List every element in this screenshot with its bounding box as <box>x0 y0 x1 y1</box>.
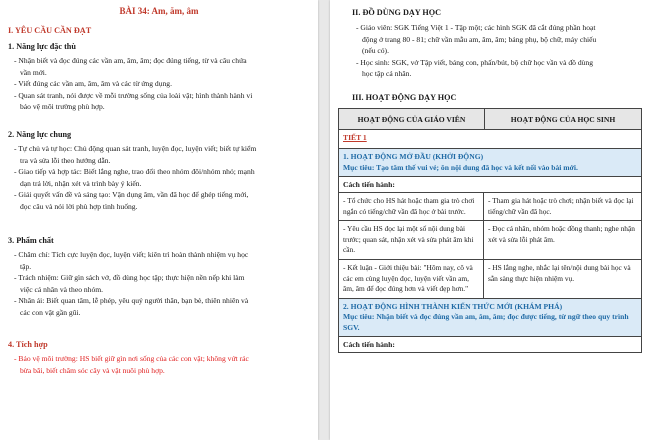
line: - Học sinh: SGK, vở Tập viết, bảng con, phấn/bút, bộ chữ học vần và đồ dùng <box>356 57 594 67</box>
paragraph <box>14 249 310 319</box>
subheading-qualities: 3. Phẩm chất <box>8 236 54 245</box>
line: - Giáo viên: SGK Tiếng Việt 1 - Tập một; các hình SGK đã cắt đúng phần hoạt <box>356 23 596 32</box>
paragraph <box>14 143 310 213</box>
student-cell: - HS lắng nghe, nhắc lại tên/nội dung bài học và sẵn sàng thực hiện nhiệm vụ. <box>488 262 631 283</box>
procedure-label: Cách tiến hành: <box>339 177 641 193</box>
line: - Giao tiếp và hợp tác: Biết lắng nghe, trao đổi theo nhóm đôi/nhóm nhỏ; mạnh <box>14 167 255 177</box>
section-heading-materials: II. ĐỒ DÙNG DẠY HỌC <box>352 8 442 17</box>
activity-title: 1. HOẠT ĐỘNG MỞ ĐẦU (KHỞI ĐỘNG) <box>343 152 484 161</box>
line: - Tự chủ và tự học: Chủ động quan sát tranh, luyện đọc, luyện viết; biết tự kiểm <box>14 144 257 153</box>
line: động ở trang 80 - 81; chữ vần mẫu am, ăm, âm; bảng phụ, bộ chữ, máy chiếu <box>362 34 597 44</box>
table-row <box>339 193 641 221</box>
document-page-right <box>330 0 650 440</box>
table-header <box>339 109 641 130</box>
line: - Nhân ái: Biết quan tâm, lễ phép, yêu quý người thân, bạn bè, thiên nhiên và <box>14 296 249 306</box>
line: việc cá nhân và theo nhóm. <box>20 284 104 294</box>
line: (nếu có). <box>362 46 389 56</box>
line: tra và sửa lỗi theo hướng dẫn. <box>20 155 111 165</box>
activity-objective: Mục tiêu: Nhận biết và đọc đúng vần am, ăm, âm; đọc được tiếng, từ ngữ theo quy trình SGV. <box>343 312 629 332</box>
line: - Nhận biết và đọc đúng các vần am, ăm, âm; đọc đúng tiếng, từ và câu chứa <box>14 56 247 65</box>
section-heading-requirements: I. YÊU CẦU CẦN ĐẠT <box>8 26 92 35</box>
teacher-cell: - Yêu cầu HS đọc lại một số nội dung bài trước; quan sát, nhận xét và sửa phát âm khi cần. <box>339 221 484 259</box>
line: - Viết đúng các vần am, ăm, âm và các từ ứng dụng. <box>14 79 172 89</box>
line: - Giải quyết vấn đề và sáng tạo: Vận dụng âm, vần đã học để ghép tiếng mới, <box>14 190 249 200</box>
line: bảo vệ môi trường phù hợp. <box>20 102 105 112</box>
paragraph <box>14 55 310 113</box>
line: đọc câu và nói lời phù hợp tình huống. <box>20 201 138 211</box>
line: - Chăm chỉ: Tích cực luyện đọc, luyện viết; kiên trì hoàn thành nhiệm vụ học <box>14 250 249 259</box>
lesson-title: BÀI 34: Am, ăm, âm <box>119 6 199 16</box>
procedure-label: Cách tiến hành: <box>343 340 395 350</box>
line: bừa bãi, biết chăm sóc cây và vật nuôi phù hợp. <box>20 365 165 375</box>
subheading-general-competence: 2. Năng lực chung <box>8 130 72 139</box>
teacher-cell: - Tổ chức cho HS hát hoặc tham gia trò chơi ngắn có tiếng/chữ vần đã học ở bài trước. <box>339 193 484 220</box>
header-teacher: HOẠT ĐỘNG CỦA GIÁO VIÊN <box>339 109 485 129</box>
table-row <box>339 260 641 299</box>
line: - Bảo vệ môi trường: HS biết giữ gìn nơi sống của các con vật; không vứt rác <box>14 354 249 363</box>
line: - Quan sát tranh, nói được về mỗi trường sống của loài vật; hình thành hành vi <box>14 90 253 100</box>
paragraph <box>356 22 642 80</box>
student-cell: - Tham gia hát hoặc trò chơi; nhận biết và đọc lại tiếng/chữ vần đã học. <box>488 196 634 216</box>
student-cell: - Đọc cá nhân, nhóm hoặc đồng thanh; nghe nhận xét và sửa lỗi phát âm. <box>488 224 635 244</box>
activities-table <box>338 108 642 353</box>
activity-title: 2. HOẠT ĐỘNG HÌNH THÀNH KIẾN THỨC MỚI (KHÁM PHÁ) <box>343 301 563 311</box>
line: - Trách nhiệm: Giữ gìn sách vở, đồ dùng học tập; thực hiện nền nếp khi làm <box>14 273 245 283</box>
subheading-integration: 4. Tích hợp <box>8 340 48 349</box>
activity-heading <box>339 299 641 338</box>
line: dạn trả lời, nhận xét và trình bày ý kiến. <box>20 178 142 188</box>
paragraph <box>14 353 310 376</box>
document-page-left <box>0 0 318 440</box>
teacher-cell: - Kết luận - Giới thiệu bài: "Hôm nay, cô và các em cùng luyện đọc, luyện viết vần am, ăm, âm để đọc đúng hơn và viết đẹp hơn." <box>339 260 484 298</box>
subheading-specific-competence: 1. Năng lực đặc thù <box>8 42 76 51</box>
lesson-period-label: TIẾT 1 <box>339 130 641 149</box>
table-row <box>339 221 641 260</box>
activity-objective: Mục tiêu: Tạo tâm thế vui vẻ; ôn nội dung đã học và kết nối vào bài mới. <box>343 162 578 172</box>
line: học tập cá nhân. <box>362 69 412 79</box>
activity-heading <box>339 149 641 177</box>
line: tập. <box>20 261 32 271</box>
line: các con vật gần gũi. <box>20 307 81 317</box>
line: vần mới. <box>20 67 47 77</box>
header-student: HOẠT ĐỘNG CỦA HỌC SINH <box>510 114 616 124</box>
section-heading-activities: III. HOẠT ĐỘNG DẠY HỌC <box>352 93 457 102</box>
